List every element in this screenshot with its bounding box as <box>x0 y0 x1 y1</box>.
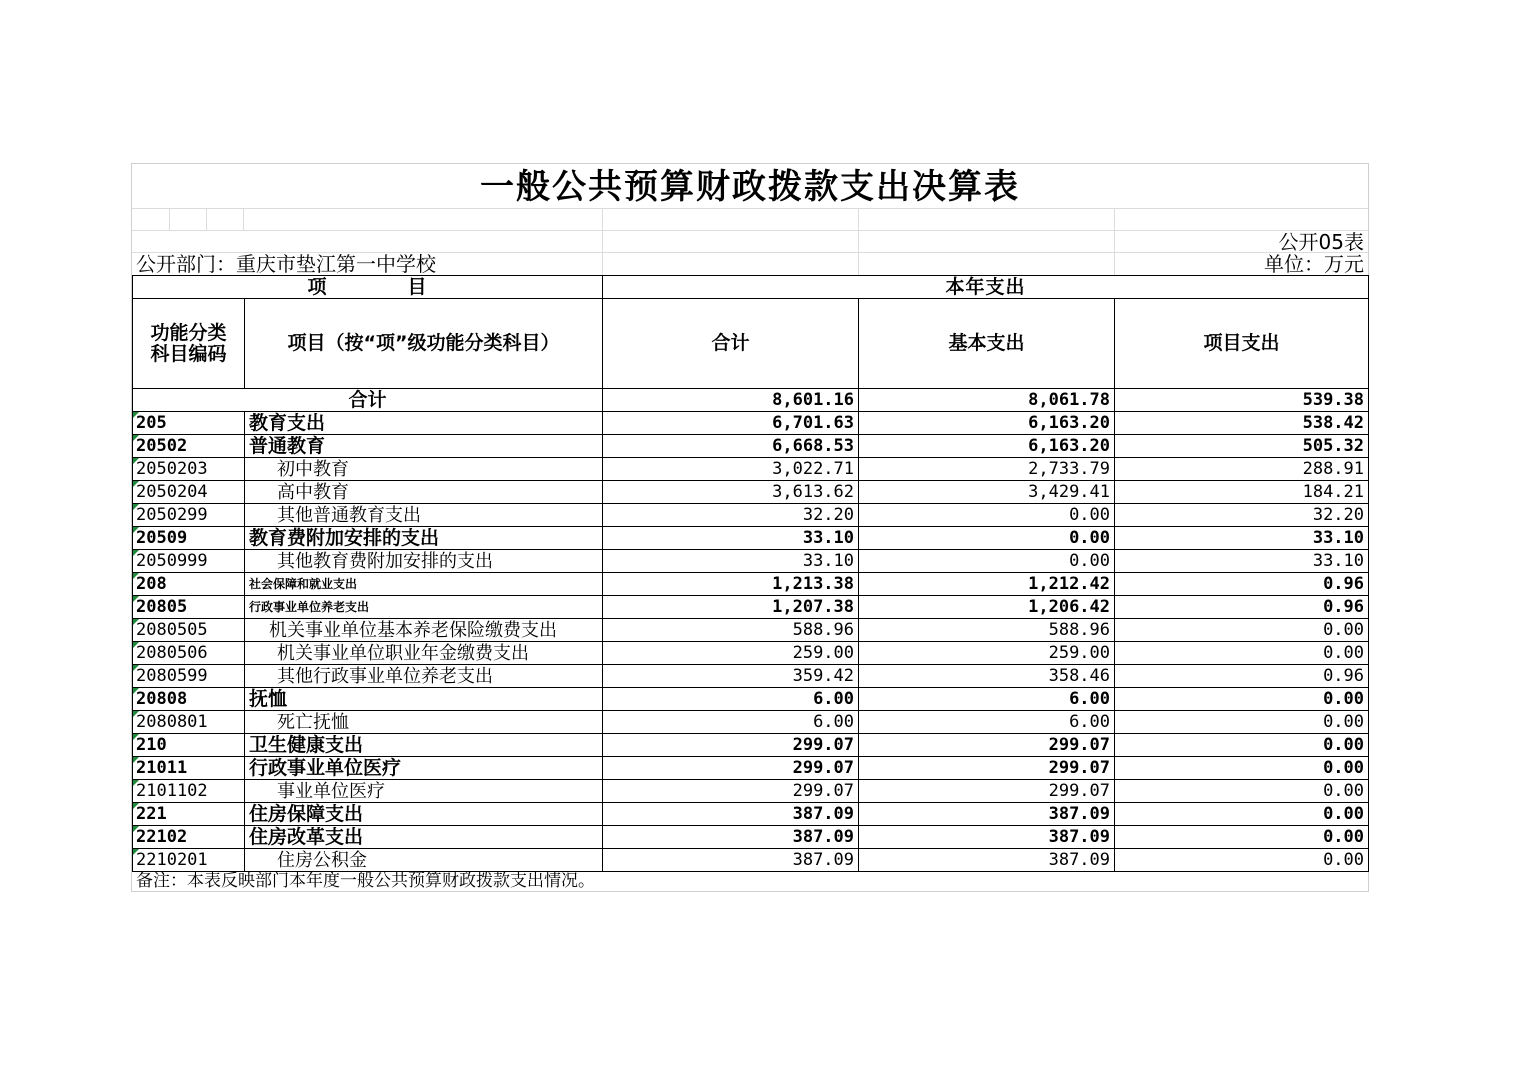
table-row <box>133 849 1369 872</box>
row-project: 505.32 <box>1115 435 1369 458</box>
row-project: 0.00 <box>1115 826 1369 849</box>
row-name: 合计 <box>133 389 603 412</box>
row-total: 3,022.71 <box>603 458 859 481</box>
row-project: 0.00 <box>1115 642 1369 665</box>
department-label: 公开部门：重庆市垫江第一中学校 <box>136 252 436 276</box>
row-basic: 259.00 <box>859 642 1115 665</box>
row-total: 359.42 <box>603 665 859 688</box>
header-basic: 基本支出 <box>859 299 1115 389</box>
row-name: 事业单位医疗 <box>245 780 603 803</box>
row-project: 0.00 <box>1115 849 1369 872</box>
table-row <box>133 550 1369 573</box>
row-total: 588.96 <box>603 619 859 642</box>
row-name: 卫生健康支出 <box>245 734 603 757</box>
budget-table <box>132 275 1369 872</box>
total-row <box>133 389 1369 412</box>
row-project: 0.96 <box>1115 573 1369 596</box>
row-code: 20805 <box>133 596 245 619</box>
gridline <box>132 230 1368 231</box>
table-row <box>133 665 1369 688</box>
gridline <box>1114 208 1115 275</box>
row-project: 0.00 <box>1115 780 1369 803</box>
row-project: 0.96 <box>1115 665 1369 688</box>
row-basic: 1,212.42 <box>859 573 1115 596</box>
row-project: 33.10 <box>1115 527 1369 550</box>
table-row <box>133 527 1369 550</box>
row-basic: 6.00 <box>859 688 1115 711</box>
row-name: 高中教育 <box>245 481 603 504</box>
row-project: 0.00 <box>1115 757 1369 780</box>
row-total: 387.09 <box>603 849 859 872</box>
row-basic: 299.07 <box>859 734 1115 757</box>
row-name: 行政事业单位养老支出 <box>245 596 603 619</box>
table-row <box>133 573 1369 596</box>
header-row-sub <box>133 299 1369 389</box>
row-name: 住房改革支出 <box>245 826 603 849</box>
row-total: 6,701.63 <box>603 412 859 435</box>
row-total: 33.10 <box>603 527 859 550</box>
row-code: 2050999 <box>133 550 245 573</box>
row-code: 221 <box>133 803 245 826</box>
row-code: 2050299 <box>133 504 245 527</box>
table-row <box>133 780 1369 803</box>
table-number: 公开05表 <box>1278 230 1364 254</box>
row-code: 2050203 <box>133 458 245 481</box>
row-name: 机关事业单位职业年金缴费支出 <box>245 642 603 665</box>
row-code: 2080599 <box>133 665 245 688</box>
row-name: 机关事业单位基本养老保险缴费支出 <box>245 619 603 642</box>
row-code: 22102 <box>133 826 245 849</box>
table-row <box>133 688 1369 711</box>
table-row <box>133 412 1369 435</box>
row-name: 普通教育 <box>245 435 603 458</box>
row-code: 2101102 <box>133 780 245 803</box>
row-name: 其他普通教育支出 <box>245 504 603 527</box>
row-total: 259.00 <box>603 642 859 665</box>
row-code: 20509 <box>133 527 245 550</box>
row-project: 288.91 <box>1115 458 1369 481</box>
row-total: 387.09 <box>603 826 859 849</box>
row-project: 0.00 <box>1115 803 1369 826</box>
row-total: 299.07 <box>603 780 859 803</box>
table-row <box>133 435 1369 458</box>
table-row <box>133 826 1369 849</box>
gridline <box>858 208 859 275</box>
row-name: 教育费附加安排的支出 <box>245 527 603 550</box>
row-code: 2050204 <box>133 481 245 504</box>
row-basic: 6,163.20 <box>859 412 1115 435</box>
report-title: 一般公共预算财政拨款支出决算表 <box>132 164 1368 209</box>
row-code: 2210201 <box>133 849 245 872</box>
row-basic: 0.00 <box>859 550 1115 573</box>
row-code: 2080801 <box>133 711 245 734</box>
footnote: 备注：本表反映部门本年度一般公共预算财政拨款支出情况。 <box>136 871 595 891</box>
table-row <box>133 619 1369 642</box>
row-project: 0.00 <box>1115 711 1369 734</box>
row-total: 299.07 <box>603 757 859 780</box>
row-project: 32.20 <box>1115 504 1369 527</box>
row-basic: 0.00 <box>859 504 1115 527</box>
row-code: 20808 <box>133 688 245 711</box>
row-basic: 358.46 <box>859 665 1115 688</box>
table-row <box>133 757 1369 780</box>
header-total: 合计 <box>603 299 859 389</box>
row-basic: 387.09 <box>859 803 1115 826</box>
row-name: 抚恤 <box>245 688 603 711</box>
table-row <box>133 711 1369 734</box>
row-code: 208 <box>133 573 245 596</box>
gridline <box>243 208 244 230</box>
row-total: 32.20 <box>603 504 859 527</box>
row-total: 387.09 <box>603 803 859 826</box>
header-code: 功能分类科目编码 <box>133 299 245 389</box>
header-project-expenditure: 项目支出 <box>1115 299 1369 389</box>
header-this-year: 本年支出 <box>603 276 1369 299</box>
row-name: 行政事业单位医疗 <box>245 757 603 780</box>
row-basic: 588.96 <box>859 619 1115 642</box>
row-code: 21011 <box>133 757 245 780</box>
table-row <box>133 504 1369 527</box>
row-total: 299.07 <box>603 734 859 757</box>
table-row <box>133 803 1369 826</box>
row-code: 2080505 <box>133 619 245 642</box>
report-sheet <box>131 163 1369 892</box>
row-project: 0.00 <box>1115 619 1369 642</box>
row-basic: 6,163.20 <box>859 435 1115 458</box>
row-basic: 299.07 <box>859 780 1115 803</box>
row-basic: 3,429.41 <box>859 481 1115 504</box>
table-row <box>133 481 1369 504</box>
row-name: 其他行政事业单位养老支出 <box>245 665 603 688</box>
header-name: 项目（按“项”级功能分类科目） <box>245 299 603 389</box>
row-name: 教育支出 <box>245 412 603 435</box>
row-name: 其他教育费附加安排的支出 <box>245 550 603 573</box>
row-project: 33.10 <box>1115 550 1369 573</box>
row-name: 住房保障支出 <box>245 803 603 826</box>
row-basic: 387.09 <box>859 826 1115 849</box>
row-total: 3,613.62 <box>603 481 859 504</box>
row-project: 0.00 <box>1115 688 1369 711</box>
table-row <box>133 642 1369 665</box>
table-row <box>133 734 1369 757</box>
row-total: 1,207.38 <box>603 596 859 619</box>
row-total: 6,668.53 <box>603 435 859 458</box>
row-name: 社会保障和就业支出 <box>245 573 603 596</box>
gridline <box>206 208 207 230</box>
row-name: 死亡抚恤 <box>245 711 603 734</box>
row-project: 539.38 <box>1115 389 1369 412</box>
row-basic: 0.00 <box>859 527 1115 550</box>
gridline <box>602 208 603 275</box>
row-basic: 1,206.42 <box>859 596 1115 619</box>
unit-label: 单位：万元 <box>1264 252 1364 276</box>
row-project: 538.42 <box>1115 412 1369 435</box>
row-code: 2080506 <box>133 642 245 665</box>
row-basic: 8,061.78 <box>859 389 1115 412</box>
row-code: 20502 <box>133 435 245 458</box>
row-total: 6.00 <box>603 688 859 711</box>
row-name: 住房公积金 <box>245 849 603 872</box>
table-row <box>133 596 1369 619</box>
row-total: 6.00 <box>603 711 859 734</box>
row-project: 0.96 <box>1115 596 1369 619</box>
row-basic: 299.07 <box>859 757 1115 780</box>
row-project: 184.21 <box>1115 481 1369 504</box>
gridline <box>169 208 170 230</box>
header-row-top <box>133 276 1369 299</box>
row-total: 1,213.38 <box>603 573 859 596</box>
header-project: 项 目 <box>133 276 603 299</box>
table-row <box>133 458 1369 481</box>
row-project: 0.00 <box>1115 734 1369 757</box>
row-total: 8,601.16 <box>603 389 859 412</box>
row-name: 初中教育 <box>245 458 603 481</box>
row-basic: 6.00 <box>859 711 1115 734</box>
row-basic: 387.09 <box>859 849 1115 872</box>
row-total: 33.10 <box>603 550 859 573</box>
row-code: 205 <box>133 412 245 435</box>
row-code: 210 <box>133 734 245 757</box>
row-basic: 2,733.79 <box>859 458 1115 481</box>
